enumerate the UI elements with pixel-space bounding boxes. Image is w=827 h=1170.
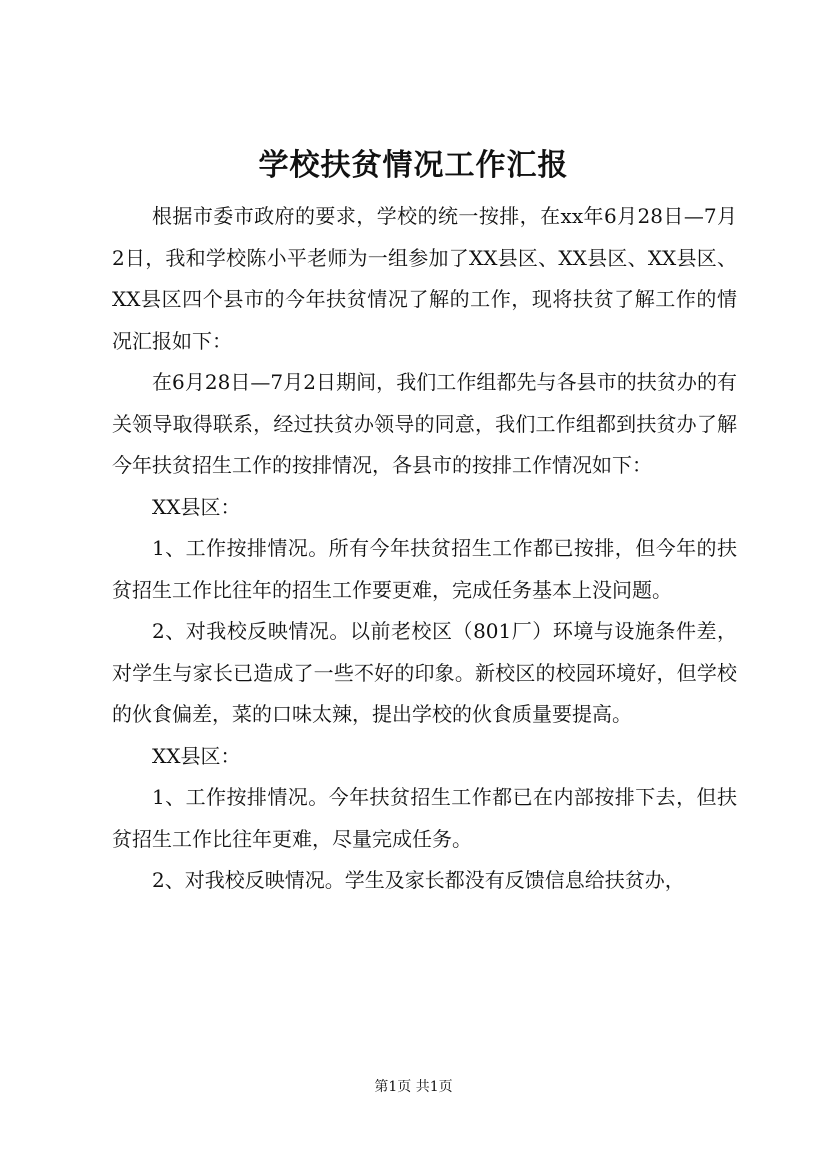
paragraph-schedule: 在6月28日—7月2日期间，我们工作组都先与各县市的扶贫办的有关领导取得联系，经过扶贫办领导的同意，我们工作组都到扶贫办了解今年扶贫招生工作的按排情况，各县市的按排工作情况如下：	[112, 370, 737, 477]
paragraph-county-2-arrangement: 1、工作按排情况。今年扶贫招生工作都已在内部按排下去，但扶贫招生工作比往年更难，尽量完成任务。	[112, 785, 737, 851]
page-number-footer: 第1页 共1页	[374, 1079, 453, 1095]
document-body	[112, 196, 737, 902]
section-heading-county-1: XX县区：	[152, 494, 241, 519]
paragraph-county-1-feedback: 2、对我校反映情况。以前老校区（801厂）环境与设施条件差，对学生与家长已造成了一些不好的印象。新校区的校园环境好，但学校的伙食偏差，菜的口味太辣，提出学校的伙食质量要提高。	[112, 619, 737, 726]
paragraph-intro: 根据市委市政府的要求，学校的统一按排，在xx年6月28日—7月2日，我和学校陈小平老师为一组参加了XX县区、XX县区、XX县区、XX县区四个县市的今年扶贫情况了解的工作，现将扶贫了解工作的情况汇报如下：	[112, 204, 737, 353]
section-heading-county-2: XX县区：	[152, 743, 241, 768]
document-title: 学校扶贫情况工作汇报	[258, 148, 569, 183]
paragraph-county-2-feedback: 2、对我校反映情况。学生及家长都没有反馈信息给扶贫办，	[152, 868, 685, 892]
paragraph-county-1-arrangement: 1、工作按排情况。所有今年扶贫招生工作都已按排，但今年的扶贫招生工作比往年的招生工作要更难，完成任务基本上没问题。	[112, 536, 737, 602]
